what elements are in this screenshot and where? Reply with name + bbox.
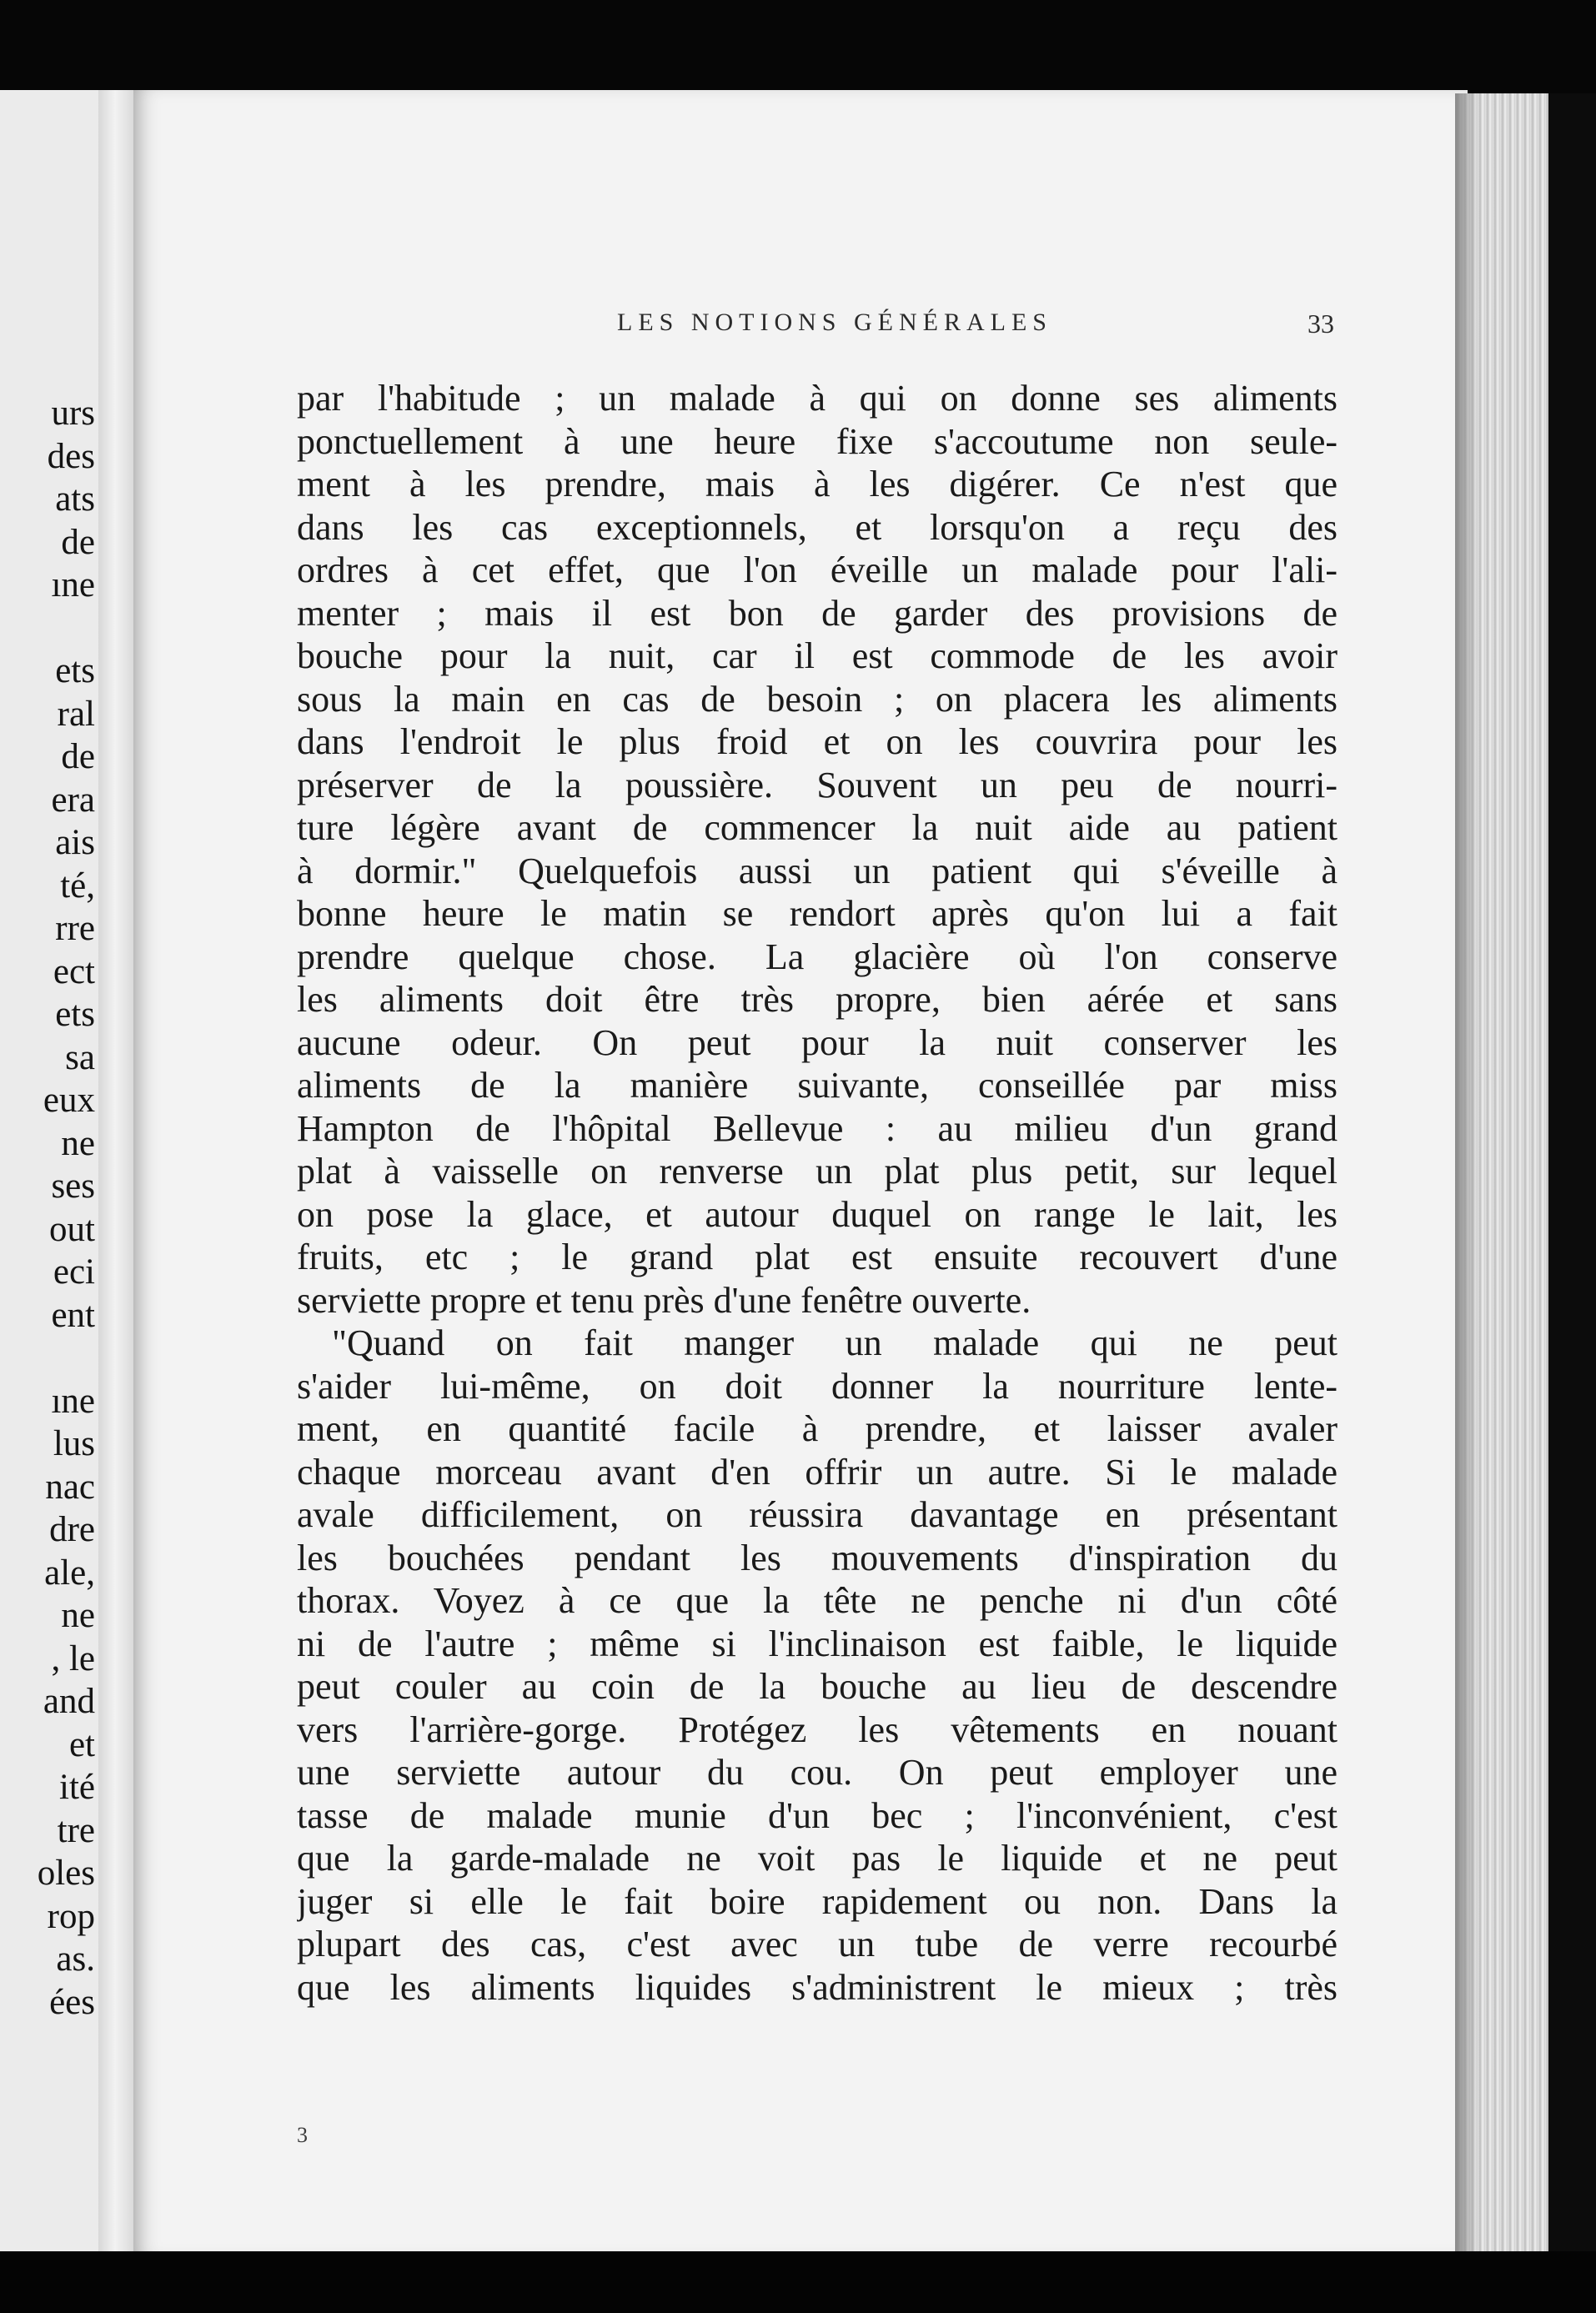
scan-background-top	[0, 0, 1596, 93]
previous-page-line-fragment: té,	[60, 865, 95, 906]
previous-page-line-fragment: ale,	[44, 1553, 95, 1593]
previous-page-line-fragment: oles	[37, 1854, 95, 1893]
previous-page-text	[3, 392, 95, 2024]
previous-page-line-fragment: ect	[53, 951, 95, 991]
text-line: plat à vaisselle on renverse un plat plus petit, sur lequel	[297, 1151, 1338, 1192]
scan-background-bottom	[0, 2251, 1596, 2313]
text-line: ment, en quantité facile à prendre, et laisser avaler	[297, 1408, 1338, 1449]
previous-page-line-fragment: eux	[43, 1081, 95, 1120]
previous-page-line-fragment: ets	[55, 995, 95, 1034]
previous-page-line-fragment: era	[51, 780, 95, 820]
body-text	[297, 377, 1338, 2009]
text-line: que les aliments liquides s'administrent le mieux ; très	[297, 1966, 1338, 2008]
previous-page-line-fragment: dre	[49, 1510, 95, 1549]
text-line: avale difficilement, on réussira davantage en présentant	[297, 1494, 1338, 1535]
text-line: bonne heure le matin se rendort après qu'on lui a fait	[297, 893, 1338, 934]
text-line: une serviette autour du cou. On peut employer une	[297, 1752, 1338, 1793]
fore-edge-shadow	[1455, 93, 1478, 2251]
previous-page-line-fragment: nac	[45, 1467, 95, 1507]
text-line: les bouchées pendant les mouvements d'inspiration du	[297, 1537, 1338, 1578]
previous-page-line-fragment: ets	[55, 651, 95, 690]
previous-page-line-fragment: lus	[53, 1424, 95, 1463]
text-line: sous la main en cas de besoin ; on placera les aliments	[297, 678, 1338, 720]
previous-page-line-fragment: ats	[55, 479, 95, 519]
text-line: ni de l'autre ; même si l'inclinaison est faible, le liquide	[297, 1623, 1338, 1664]
previous-page-line-fragment: ées	[49, 1982, 95, 2022]
text-line: ture légère avant de commencer la nuit aide au patient	[297, 807, 1338, 848]
previous-page-line-fragment: eci	[53, 1252, 95, 1292]
previous-page-line-fragment: as.	[56, 1939, 95, 1979]
text-line: ponctuellement à une heure fixe s'accoutume non seule-	[297, 420, 1338, 462]
text-line: à dormir." Quelquefois aussi un patient qui s'éveille à	[297, 850, 1338, 891]
text-line: juger si elle le fait boire rapidement ou non. Dans la	[297, 1880, 1338, 1922]
text-line: menter ; mais il est bon de garder des provisions de	[297, 592, 1338, 634]
previous-page-line-fragment: ne	[61, 1596, 95, 1635]
previous-page-line-fragment: ıne	[51, 565, 95, 605]
previous-page-line-fragment: , le	[51, 1638, 95, 1678]
text-line: s'aider lui-même, on doit donner la nourriture lente-	[297, 1365, 1338, 1407]
text-line: vers l'arrière-gorge. Protégez les vêtements en nouant	[297, 1708, 1338, 1750]
previous-page-line-fragment	[3, 1337, 95, 1380]
text-line: que la garde-malade ne voit pas le liquide et ne peut	[297, 1838, 1338, 1879]
previous-page-line-fragment: ent	[51, 1295, 95, 1335]
previous-page-line-fragment: out	[49, 1209, 95, 1249]
previous-page-line-fragment: de	[61, 737, 95, 776]
scan-background-right	[1548, 93, 1596, 2251]
previous-page-line-fragment: des	[47, 436, 95, 476]
text-line: aucune odeur. On peut pour la nuit conserver les	[297, 1021, 1338, 1063]
text-line: préserver de la poussière. Souvent un peu de nourri-	[297, 764, 1338, 805]
text-line: serviette propre et tenu près d'une fenêtre ouverte.	[297, 1279, 1031, 1321]
previous-page-line-fragment: ral	[57, 694, 95, 734]
text-line: peut couler au coin de la bouche au lieu de descendre	[297, 1666, 1338, 1707]
text-line: on pose la glace, et autour duquel on range le lait, les	[297, 1193, 1338, 1235]
previous-page-line-fragment: ne	[61, 1123, 95, 1163]
text-line: tasse de malade munie d'un bec ; l'inconvénient, c'est	[297, 1794, 1338, 1836]
previous-page-line-fragment: ıne	[51, 1381, 95, 1421]
page	[133, 90, 1468, 2256]
text-line: chaque morceau avant d'en offrir un autre. Si le malade	[297, 1451, 1338, 1493]
text-line: ment à les prendre, mais à les digérer. Ce n'est que	[297, 464, 1338, 504]
previous-page-line-fragment: urs	[51, 394, 95, 433]
previous-page	[0, 90, 125, 2256]
text-line: dans l'endroit le plus froid et on les couvrira pour les	[297, 721, 1338, 762]
previous-page-line-fragment: de	[61, 522, 95, 562]
previous-page-line-fragment: et	[68, 1724, 95, 1764]
previous-page-line-fragment	[3, 607, 95, 650]
text-line: thorax. Voyez à ce que la tête ne penche ni d'un côté	[297, 1580, 1338, 1621]
running-head: LES NOTIONS GÉNÉRALES	[617, 309, 1052, 336]
previous-page-line-fragment: rop	[47, 1896, 95, 1936]
text-line: prendre quelque chose. La glacière où l'on conserve	[297, 936, 1338, 977]
signature-mark: 3	[297, 2123, 308, 2147]
text-line: Hampton de l'hôpital Bellevue : au milieu d'un grand	[297, 1107, 1338, 1149]
text-line: dans les cas exceptionnels, et lorsqu'on a reçu des	[297, 506, 1338, 548]
previous-page-line-fragment: ses	[51, 1167, 95, 1206]
text-line: plupart des cas, c'est avec un tube de verre recourbé	[297, 1924, 1338, 1964]
text-line: ordres à cet effet, que l'on éveille un malade pour l'ali-	[297, 549, 1338, 590]
previous-page-line-fragment: tre	[57, 1810, 95, 1850]
previous-page-line-fragment: ais	[55, 823, 95, 862]
page-number: 33	[1307, 309, 1334, 339]
text-line: aliments de la manière suivante, conseillée par miss	[297, 1065, 1338, 1106]
text-line: bouche pour la nuit, car il est commode de les avoir	[297, 635, 1338, 676]
previous-page-line-fragment: ité	[59, 1768, 95, 1807]
previous-page-line-fragment: sa	[65, 1037, 95, 1077]
text-line: fruits, etc ; le grand plat est ensuite recouvert d'une	[297, 1237, 1338, 1277]
previous-page-line-fragment: and	[43, 1682, 95, 1721]
text-line: les aliments doit être très propre, bien aérée et sans	[297, 979, 1338, 1020]
text-line: "Quand on fait manger un malade qui ne peut	[332, 1322, 1338, 1363]
previous-page-line-fragment: rre	[55, 909, 95, 948]
text-line: par l'habitude ; un malade à qui on donne ses aliments	[297, 378, 1338, 419]
